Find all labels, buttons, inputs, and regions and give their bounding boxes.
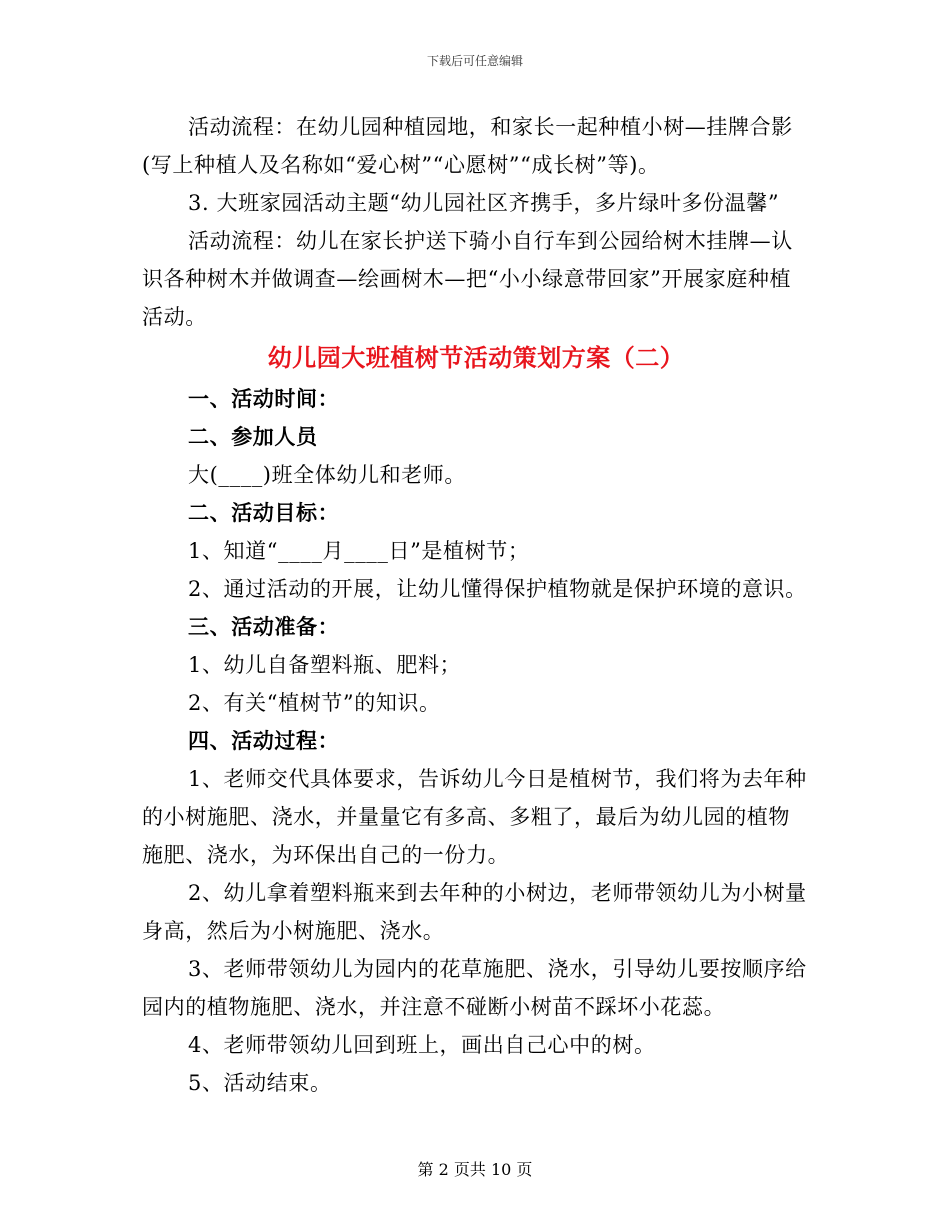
process-item-4: 4、老师带领幼儿回到班上，画出自己心中的树。 (188, 1033, 656, 1057)
preparation-item-1: 1、幼儿自备塑料瓶、肥料； (188, 653, 462, 677)
paragraph-activity-flow-1: 活动流程：在幼儿园种植园地，和家长一起种植小树—挂牌合影(写上种植人及名称如“爱心树”“心愿树”“成长树”等)。 (142, 115, 793, 177)
section-title: 幼儿园大班植树节活动策划方案（二） (267, 343, 685, 372)
heading-activity-process: 四、活动过程： (188, 728, 340, 753)
paragraph-theme-3: 3. 大班家园活动主题“幼儿园社区齐携手，多片绿叶多份温馨” (188, 191, 780, 215)
process-item-5: 5、活动结束。 (188, 1071, 332, 1095)
process-item-2: 2、幼儿拿着塑料瓶来到去年种的小树边，老师带领幼儿为小树量身高，然后为小树施肥、浇水。 (142, 881, 807, 943)
process-item-1: 1、老师交代具体要求，告诉幼儿今日是植树节，我们将为去年种的小树施肥、浇水，并量量它有多高、多粗了，最后为幼儿园的植物施肥、浇水，为环保出自己的一份力。 (142, 767, 807, 867)
heading-activity-time: 一、活动时间： (188, 386, 340, 411)
participants-text: 大(____)班全体幼儿和老师。 (188, 463, 466, 487)
goal-item-1: 1、知道“____月____日”是植树节； (188, 539, 530, 563)
page-header: 下载后可任意编辑 (426, 54, 523, 68)
goal-item-2: 2、通过活动的开展，让幼儿懂得保护植物就是保护环境的意识。 (188, 577, 807, 601)
document-body (142, 108, 810, 1102)
page-footer: 第 2 页共 10 页 (417, 1160, 533, 1179)
process-item-3: 3、老师带领幼儿为园内的花草施肥、浇水，引导幼儿要按顺序给园内的植物施肥、浇水，并注意不碰断小树苗不踩坏小花蕊。 (142, 957, 807, 1019)
paragraph-activity-flow-2: 活动流程：幼儿在家长护送下骑小自行车到公园给树木挂牌—认识各种树木并做调查—绘画树木—把“小小绿意带回家”开展家庭种植活动。 (142, 229, 793, 329)
heading-activity-goals: 二、活动目标： (188, 500, 340, 525)
preparation-item-2: 2、有关“植树节”的知识。 (188, 691, 441, 715)
heading-participants: 二、参加人员 (188, 424, 318, 449)
heading-activity-preparation: 三、活动准备： (188, 614, 340, 639)
